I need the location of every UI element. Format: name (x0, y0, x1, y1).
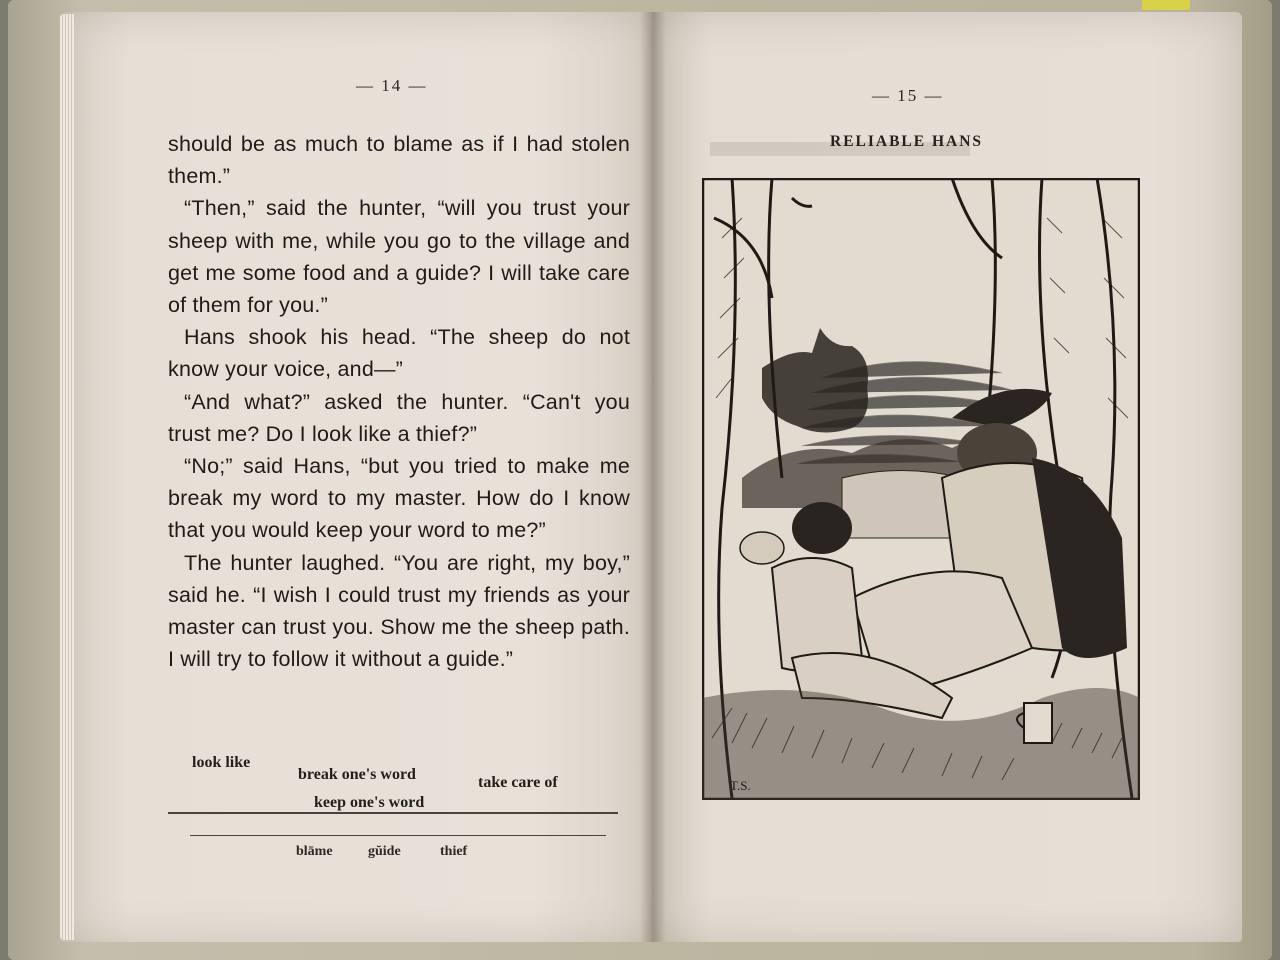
vocab-word: blāme (296, 844, 333, 859)
phrase-item: take care of (478, 774, 558, 791)
paragraph: “No;” said Hans, “but you tried to make me break my word to my master. How do I know that you would keep your word to me?” (168, 454, 630, 543)
page-number-left: — 14 — (356, 76, 428, 95)
divider-rule (168, 812, 618, 814)
vocab-word: gŭide (368, 844, 401, 859)
paragraph: “Then,” said the hunter, “will you trust your sheep with me, while you go to the village and get me some food and a guide? I will take care of them for you.” (168, 196, 630, 318)
paragraph: Hans shook his head. “The sheep do not know your voice, and—” (168, 325, 630, 382)
illustrator-signature: T.S. (730, 778, 751, 793)
story-text (168, 128, 630, 675)
page-number-right: — 15 — (872, 86, 944, 105)
story-illustration (702, 178, 1140, 800)
phrase-item: break one's word (298, 766, 416, 783)
page-edges (60, 14, 74, 940)
vocab-word: thief (440, 844, 468, 859)
paragraph: The hunter laughed. “You are right, my boy,” said he. “I wish I could trust my friends as your master can trust you. Show me the sheep path. I will try to follow it without a guide.” (168, 550, 630, 672)
phrase-item: look like (192, 754, 251, 771)
chapter-title: RELIABLE HANS (830, 133, 984, 150)
paragraph: should be as much to blame as if I had stolen them.” (168, 132, 630, 189)
book-gutter (640, 12, 666, 942)
bookmark-tape (1142, 0, 1190, 10)
phrase-item: keep one's word (314, 794, 425, 811)
paragraph: “And what?” asked the hunter. “Can't you trust me? Do I look like a thief?” (168, 389, 630, 446)
divider-rule (190, 835, 606, 836)
